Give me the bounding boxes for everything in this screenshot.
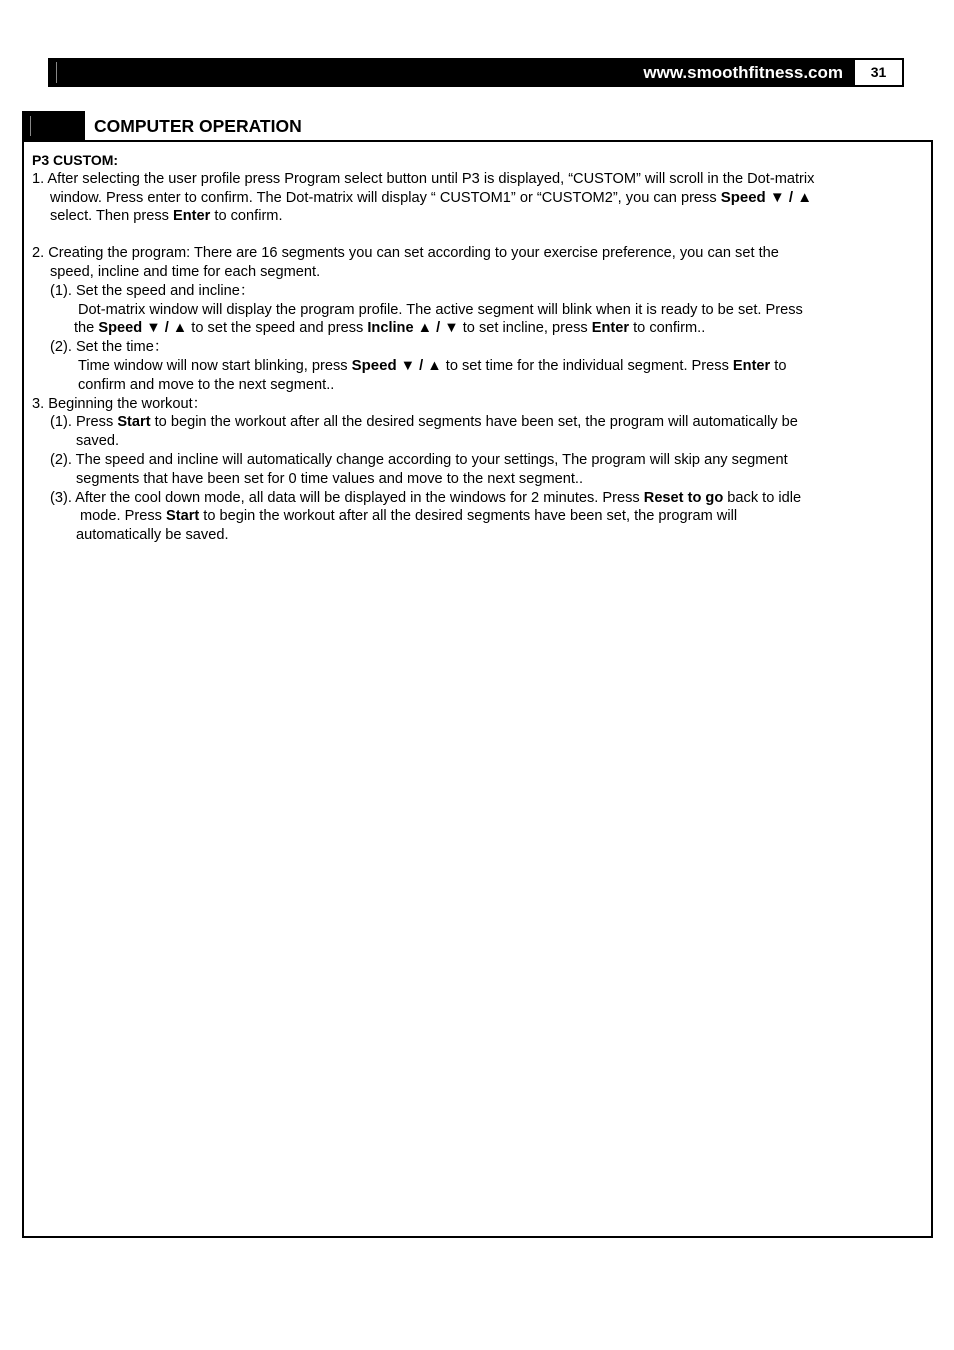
item3-sub2-line2: segments that have been set for 0 time values and move to the next segment.. bbox=[76, 470, 584, 487]
item2-sub1-line2: the Speed ▼ / ▲ to set the speed and press Incline ▲ / ▼ to set incline, press Enter to confirm.. bbox=[74, 320, 706, 337]
item1-line3: select. Then press Enter to confirm. bbox=[50, 208, 283, 225]
item2-line1: 2. Creating the program: There are 16 segments you can set according to your exercise preference, you can set the bbox=[32, 245, 779, 262]
item1-line1: 1. After selecting the user profile press Program select button until P3 is displayed, “CUSTOM” will scroll in the Dot-matrix bbox=[32, 170, 815, 187]
website-url: www.smoothfitness.com bbox=[643, 63, 843, 82]
item2-sub2-line2: confirm and move to the next segment.. bbox=[78, 376, 335, 393]
item1-line2: window. Press enter to confirm. The Dot-matrix will display “ CUSTOM1” or “CUSTOM2”, you can press Speed ▼ / ▲ bbox=[50, 188, 813, 206]
section-tab-divider bbox=[30, 116, 31, 136]
item3-sub2-line1: (2). The speed and incline will automatically change according to your settings, The program will skip any segment bbox=[50, 451, 788, 468]
page-number: 31 bbox=[853, 58, 904, 87]
item2-sub2-title: (2). Set the time： bbox=[50, 339, 169, 356]
item2-sub1-title: (1). Set the speed and incline： bbox=[50, 282, 255, 299]
section-tab-marker bbox=[22, 111, 85, 141]
item3-line1: 3. Beginning the workout： bbox=[32, 395, 208, 412]
section-title: COMPUTER OPERATION bbox=[94, 116, 302, 136]
item3-sub1-line2: saved. bbox=[76, 433, 119, 450]
subheading-p3-custom: P3 CUSTOM: bbox=[32, 152, 119, 168]
content-body bbox=[32, 151, 912, 545]
item3-sub3-line3: automatically be saved. bbox=[76, 527, 229, 544]
item3-sub1-line1: (1). Press Start to begin the workout after all the desired segments have been set, the program will automatically be bbox=[50, 414, 798, 431]
item2-sub1-line1: Dot-matrix window will display the program profile. The active segment will blink when it is ready to be set. Press bbox=[78, 301, 803, 318]
header-bar bbox=[48, 58, 853, 87]
item3-sub3-line1: (3). After the cool down mode, all data will be displayed in the windows for 2 minutes. Press Reset to go back to idle bbox=[50, 489, 802, 506]
item3-sub3-line2: mode. Press Start to begin the workout after all the desired segments have been set, the program will bbox=[80, 508, 738, 525]
item2-sub2-line1: Time window will now start blinking, press Speed ▼ / ▲ to set time for the individual segment. Press Enter to bbox=[78, 356, 787, 374]
header-divider bbox=[56, 62, 57, 83]
item2-line2: speed, incline and time for each segment. bbox=[50, 263, 321, 280]
